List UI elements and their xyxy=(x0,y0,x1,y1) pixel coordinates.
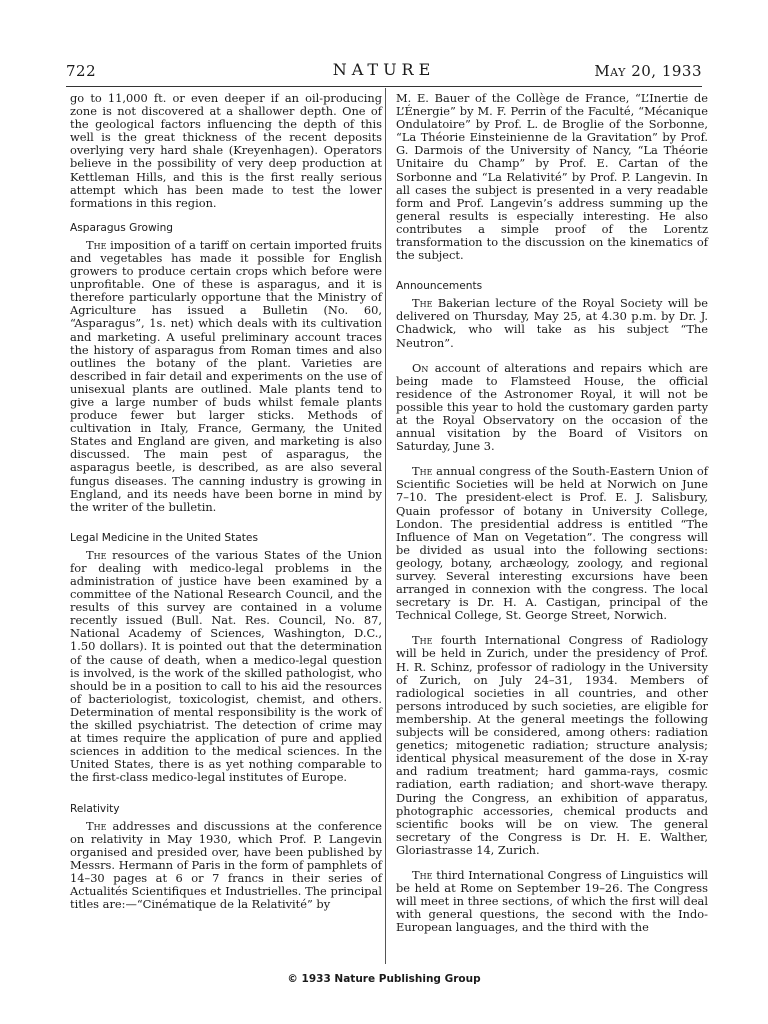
paragraph-text: third International Congress of Linguistics will be held at Rome on September 19–26. The Congress will meet in three sections, of which the first will deal with general questions, the second with the Indo-European languages, and the third with the xyxy=(396,867,708,935)
left-column xyxy=(70,92,382,911)
paragraph-bakerian-lecture xyxy=(396,297,708,349)
page-number: 722 xyxy=(66,62,97,80)
paragraph-text: fourth International Congress of Radiology will be held in Zurich, under the presidency of Prof. H. R. Schinz, professor of radiology in the University of Zurich, on July 24–31, 1934. Members of radiological societies in all countries, and other persons introduced by such societies, are eligible for membership. At the general meetings the following subjects will be considered, among others: radiation genetics; mitogenetic radiation; structure analysis; identical physical measurement of the dose in X-ray and radium treatment; hard gamma-rays, cosmic radiation, earth radiation; and short-wave therapy. During the Congress, an exhibition of apparatus, photographic accessories, chemical products and scientific books will be on view. The general secretary of the Congress is Dr. H. E. Walther, Gloriastrasse 14, Zurich. xyxy=(396,633,708,857)
paragraph-flamsteed-house xyxy=(396,362,708,454)
lead-word: The xyxy=(412,867,433,882)
paragraph-text: Bakerian lecture of the Royal Society will be delivered on Thursday, May 25, at 4.30 p.m. by Dr. J. Chadwick, who will take as his subject “The Neutron”. xyxy=(396,296,708,350)
paragraph-text: annual congress of the South-Eastern Union of Scientific Societies will be held at Norwich on June 7–10. The president-elect is Prof. E. J. Salisbury, Quain professor of botany in University College, London. The presidential address is entitled “The Influence of Man on Vegetation”. The congress will be divided as usual into the following sections: geology, botany, archæology, zoology, and regional survey. Several interesting excursions have been arranged in connexion with the congress. The local secretary is Dr. H. A. Castigan, principal of the Technical College, St. George Street, Norwich. xyxy=(396,464,708,623)
paragraph-text: account of alterations and repairs which are being made to Flamsteed House, the official residence of the Astronomer Royal, it will not be possible this year to hold the customary garden party at the Royal Observatory on the occasion of the annual visitation by the Board of Visitors on Saturday, June 3. xyxy=(396,360,708,454)
lead-word: The xyxy=(86,547,107,562)
paragraph-relativity xyxy=(70,820,382,912)
paragraph-text: imposition of a tariff on certain imported fruits and vegetables has made it possible for English growers to produce certain crops which before were unprofitable. One of these is asparagus, and it is therefore particularly opportune that the Ministry of Agriculture has issued a Bulletin (No. 60, “Asparagus”, 1s. net) which deals with its cultivation and marketing. A useful preliminary account traces the history of asparagus from Roman times and also outlines the botany of the plant. Varieties are described in fair detail and experiments on the use of unisexual plants are outlined. Male plants tend to give a large number of buds whilst female plants produce fewer but larger sticks. Methods of cultivation in Italy, France, Germany, the United States and England are given, and marketing is also discussed. The main pest of asparagus, the asparagus beetle, is described, as are also several fungus diseases. The canning industry is growing in England, and its needs have been borne in mind by the writer of the bulletin. xyxy=(70,237,382,514)
heading-legal-medicine: Legal Medicine in the United States xyxy=(70,531,258,544)
paragraph-text: resources of the various States of the Union for dealing with medico-legal problems in the administration of justice have been examined by a committee of the National Research Council, and the results of this survey are contained in a volume recently issued (Bull. Nat. Res. Council, No. 87, National Academy of Sciences, Washington, D.C., 1.50 dollars). It is pointed out that the determination of the cause of death, when a medico-legal question is involved, is the work of the skilled pathologist, who should be in a position to call to his aid the resources of bacteriologist, toxicologist, chemist, and others. Determination of mental responsibility is the work of the skilled psychiatrist. The detection of crime may at times require the application of pure and applied sciences in addition to the medical sciences. In the United States, there is as yet nothing comparable to the first-class medico-legal institutes of Europe. xyxy=(70,547,382,785)
paragraph-south-eastern-union xyxy=(396,465,708,622)
copyright-footer: © 1933 Nature Publishing Group xyxy=(287,973,481,985)
continued-paragraph: go to 11,000 ft. or even deeper if an oil-producing zone is not discovered at a shallower depth. One of the geological factors influencing the depth of this well is the great thickness of the recent deposits overlying very hard shale (Kreyenhagen). Operators believe in the possibility of very deep production at Kettleman Hills, and this is the first really serious attempt which has been made to test the lower formations in this region. xyxy=(70,91,382,210)
heading-relativity: Relativity xyxy=(70,802,120,815)
heading-announcements: Announcements xyxy=(396,280,483,293)
lead-word: The xyxy=(86,237,107,252)
paragraph-asparagus xyxy=(70,239,382,514)
lead-word: The xyxy=(412,464,433,479)
relativity-continued: M. E. Bauer of the Collège de France, “L’Inertie de L’Énergie” by M. F. Perrin of the Faculté, “Mécanique Ondulatoire” by Prof. L. de Broglie of the Sorbonne, “La Théorie Einsteinienne de la Gravitation” by Prof. G. Darmois of the University of Nancy, “La Théorie Unitaire du Champ” by Prof. E. Cartan of the Sorbonne and “La Relativité” by Prof. P. Langevin. In all cases the subject is presented in a very readable form and Prof. Langevin’s address summing up the general results is especially interesting. He also contributes a simple proof of the Lorentz transformation to the discussion on the kinematics of the subject. xyxy=(396,91,708,263)
paragraph-radiology-congress xyxy=(396,634,708,857)
paragraph-text: addresses and discussions at the conference on relativity in May 1930, which Prof. P. Langevin organised and presided over, have been published by Messrs. Hermann of Paris in the form of pamphlets of 14–30 pages at 6 or 7 francs in their series of Actualités Scientifiques et Industrielles. The principal titles are:—“Cinématique de la Relativité” by xyxy=(70,818,382,912)
lead-word: The xyxy=(412,633,433,648)
journal-name: NATURE xyxy=(332,60,436,79)
paragraph-linguistics-congress xyxy=(396,869,708,934)
right-column xyxy=(396,92,708,934)
heading-asparagus: Asparagus Growing xyxy=(70,221,174,234)
column-divider xyxy=(385,88,386,964)
lead-word: The xyxy=(412,296,433,311)
lead-word: On xyxy=(412,360,429,375)
page-header xyxy=(66,58,702,87)
issue-date: May 20, 1933 xyxy=(594,62,702,80)
paragraph-legal-medicine xyxy=(70,549,382,785)
lead-word: The xyxy=(86,818,107,833)
